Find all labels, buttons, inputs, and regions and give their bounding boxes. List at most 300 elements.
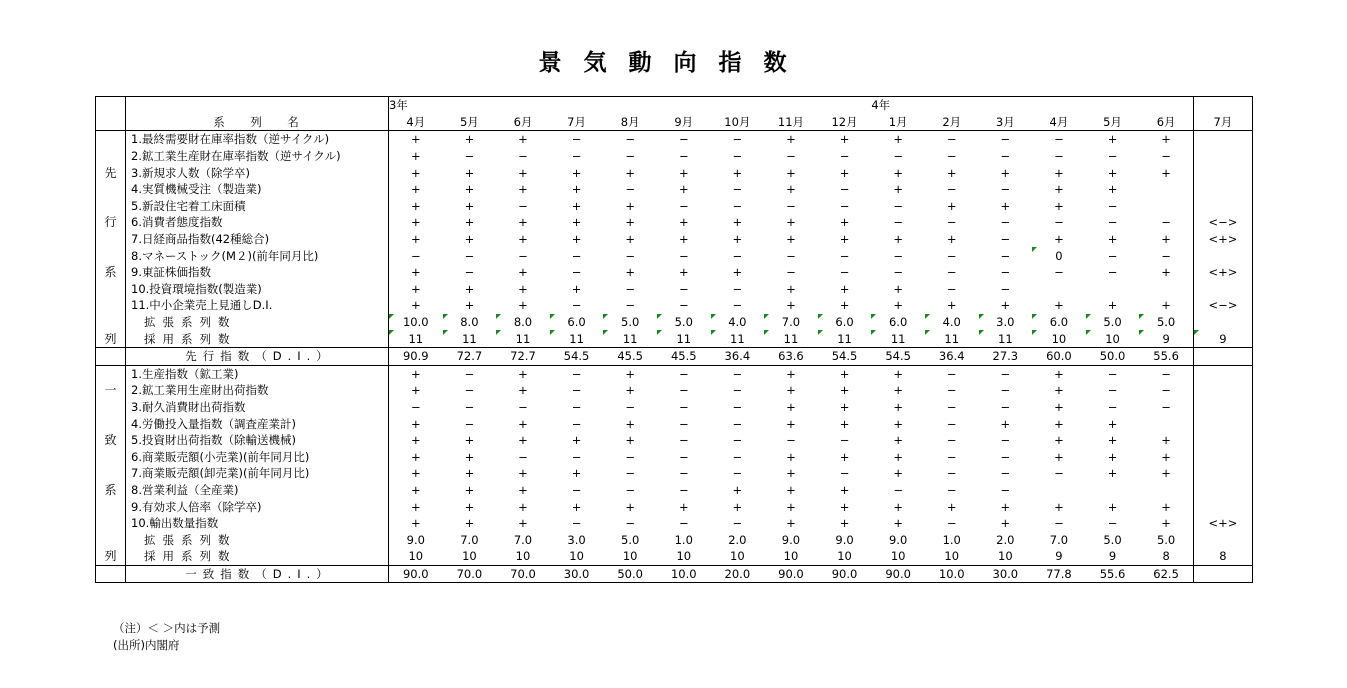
indicator-cell: + — [1054, 182, 1064, 197]
indicator-cell: + — [839, 499, 850, 514]
indicator-cell: + — [786, 132, 796, 147]
indicator-cell: − — [1000, 149, 1011, 164]
series-name: 11.中小企業売上見通しD.I. — [126, 297, 389, 314]
indicator-cell: − — [1161, 215, 1171, 230]
indicator-cell: − — [571, 449, 582, 464]
group-header-cell — [96, 114, 126, 131]
table-row — [96, 382, 1253, 399]
indicator-cell: + — [410, 165, 421, 180]
indicator-cell: − — [1000, 383, 1011, 398]
expand-value: 9.0 — [781, 532, 801, 547]
indicator-cell: − — [1054, 132, 1064, 147]
di-value: 90.9 — [389, 347, 443, 365]
di-value: 77.8 — [1032, 565, 1086, 583]
group-header-cell — [96, 97, 126, 114]
indicator-cell: − — [410, 399, 421, 414]
indicator-cell: + — [1054, 416, 1064, 431]
july-forecast: <−> — [1193, 214, 1252, 231]
indicator-cell: − — [571, 383, 582, 398]
indicator-cell: + — [410, 132, 421, 147]
table-row — [96, 365, 1253, 382]
footnotes — [113, 620, 220, 654]
table-row — [96, 181, 1253, 198]
indicator-cell: − — [1000, 399, 1011, 414]
indicator-cell: + — [839, 516, 850, 531]
adopt-value: 11 — [550, 330, 604, 347]
adopt-value: 10 — [730, 549, 745, 564]
indicator-cell: + — [571, 165, 582, 180]
indicator-cell: − — [732, 281, 743, 296]
series-name: 1.生産指数（鉱工業) — [126, 365, 389, 382]
table-cell — [443, 97, 497, 114]
indicator-cell: − — [946, 416, 957, 431]
indicator-cell: + — [946, 232, 957, 247]
indicator-cell: − — [571, 248, 582, 263]
indicator-cell: − — [1107, 265, 1118, 280]
indicator-cell: − — [1161, 399, 1171, 414]
indicator-cell: + — [571, 433, 582, 448]
indicator-cell: − — [946, 215, 957, 230]
indicator-cell: + — [464, 466, 475, 481]
indicator-cell: + — [1054, 383, 1064, 398]
indicator-cell: + — [786, 298, 796, 313]
di-value: 62.5 — [1139, 565, 1193, 583]
july-forecast — [1193, 181, 1252, 198]
indicator-cell: − — [893, 198, 903, 213]
group-label: 一 — [96, 382, 126, 399]
indicator-cell: + — [410, 232, 421, 247]
indicator-cell: − — [678, 383, 689, 398]
di-value: 70.0 — [496, 565, 550, 583]
july-forecast — [1193, 399, 1252, 416]
indicator-cell: + — [893, 132, 903, 147]
series-name: 9.有効求人倍率（除学卒) — [126, 498, 389, 515]
indicator-cell: − — [678, 399, 689, 414]
indicator-cell: − — [946, 366, 957, 381]
july-forecast — [1193, 131, 1252, 148]
indicator-cell: + — [786, 383, 796, 398]
indicator-cell: − — [678, 298, 689, 313]
expand-value: 1.0 — [942, 532, 961, 547]
indicator-cell: + — [518, 232, 528, 247]
indicator-cell: + — [571, 232, 582, 247]
indicator-cell: + — [946, 198, 957, 213]
table-row — [96, 465, 1253, 482]
indicator-cell: + — [1161, 516, 1171, 531]
indicator-cell: + — [893, 281, 903, 296]
di-value: 60.0 — [1032, 347, 1086, 365]
indicator-cell: + — [786, 416, 796, 431]
indicator-cell: − — [571, 416, 582, 431]
expand-value: 9.0 — [888, 532, 908, 547]
indicator-cell: + — [678, 165, 689, 180]
indicator-cell: + — [786, 399, 796, 414]
indicator-cell: − — [1000, 281, 1011, 296]
group-label — [96, 281, 126, 298]
group-label — [96, 148, 126, 165]
adopt-value: 11 — [979, 330, 1033, 347]
indicator-cell: + — [464, 433, 475, 448]
indicator-cell: − — [1161, 248, 1171, 263]
table-row — [96, 565, 1253, 583]
di-label: 先行指数（D.I.） — [126, 347, 389, 365]
indicator-cell — [1086, 482, 1140, 499]
indicator-cell: + — [893, 516, 903, 531]
indicator-cell: + — [410, 198, 421, 213]
indicator-cell: − — [410, 248, 421, 263]
expand-value: 5.0 — [1139, 314, 1193, 331]
di-value: 50.0 — [603, 565, 657, 583]
indicator-cell: + — [410, 366, 421, 381]
adopt-value: 10 — [783, 549, 799, 564]
table-cell — [764, 97, 818, 114]
series-name: 8.営業利益（全産業) — [126, 482, 389, 499]
adopt-value: 10 — [462, 549, 477, 564]
indicator-cell: + — [410, 182, 421, 197]
indicator-cell: + — [518, 265, 528, 280]
di-value: 10.0 — [925, 565, 979, 583]
indicator-cell: − — [946, 132, 957, 147]
indicator-cell: − — [518, 198, 528, 213]
table-row — [96, 415, 1253, 432]
group-label — [96, 531, 126, 548]
indicator-cell: + — [464, 499, 475, 514]
group-label — [96, 448, 126, 465]
indicator-cell: − — [946, 149, 957, 164]
indicator-cell: + — [678, 265, 689, 280]
indicator-cell: + — [839, 482, 850, 497]
indicator-cell: + — [1161, 449, 1171, 464]
adopt-value: 11 — [496, 330, 550, 347]
indicator-cell: + — [410, 433, 421, 448]
indicator-cell: − — [678, 482, 689, 497]
adopt-value: 10 — [676, 549, 692, 564]
adopt-value: 10 — [1086, 330, 1140, 347]
indicator-cell: − — [625, 248, 635, 263]
group-label — [96, 131, 126, 148]
table-row — [96, 264, 1253, 281]
indicator-cell: − — [464, 383, 475, 398]
table-cell — [1086, 97, 1140, 114]
di-value: 63.6 — [764, 347, 818, 365]
indicator-cell: + — [1000, 298, 1011, 313]
indicator-cell: + — [1161, 132, 1171, 147]
table-cell — [818, 97, 872, 114]
indicator-cell — [1032, 281, 1086, 298]
indicator-cell: + — [1054, 232, 1064, 247]
july-forecast: <+> — [1193, 515, 1252, 532]
table-row — [96, 330, 1253, 347]
table-cell — [1139, 97, 1193, 114]
july-forecast — [1193, 382, 1252, 399]
group-label — [96, 231, 126, 248]
july-forecast: <−> — [1193, 297, 1252, 314]
indicator-cell: − — [1107, 399, 1118, 414]
month-header: 4月 — [1032, 114, 1086, 131]
indicator-cell: − — [1000, 132, 1011, 147]
indicator-cell: + — [464, 298, 475, 313]
indicator-cell: + — [518, 281, 528, 296]
indicator-cell: + — [410, 265, 421, 280]
source-note: (出所)内閣府 — [113, 638, 180, 652]
july-cell — [1193, 565, 1252, 583]
indicator-cell: − — [1054, 215, 1064, 230]
table-row — [96, 214, 1253, 231]
adopt-value: 11 — [871, 330, 925, 347]
indicator-cell: − — [893, 265, 903, 280]
table-row — [96, 281, 1253, 298]
di-value: 45.5 — [657, 347, 711, 365]
indicator-cell: + — [1107, 416, 1118, 431]
group-label — [96, 515, 126, 532]
indicator-cell: − — [518, 449, 528, 464]
indicator-cell: − — [839, 248, 850, 263]
expand-value: 7.0 — [764, 314, 818, 331]
indicator-cell: + — [893, 165, 903, 180]
indicator-cell: + — [1000, 165, 1011, 180]
indicator-cell: + — [1107, 466, 1118, 481]
indicator-cell: + — [1000, 516, 1011, 531]
indicator-cell: − — [678, 433, 689, 448]
indicator-cell: + — [571, 466, 582, 481]
indicator-cell: + — [1161, 298, 1171, 313]
indicator-cell: + — [464, 516, 475, 531]
adopt-value: 11 — [764, 330, 818, 347]
july-forecast — [1193, 498, 1252, 515]
indicator-cell: − — [1054, 466, 1064, 481]
adopt-value: 11 — [711, 330, 765, 347]
indicator-cell: − — [893, 248, 903, 263]
series-name: 5.新設住宅着工床面積 — [126, 198, 389, 215]
indicator-cell: − — [732, 383, 743, 398]
indicator-cell: − — [839, 265, 850, 280]
table-row — [96, 448, 1253, 465]
di-value: 27.3 — [979, 347, 1033, 365]
expand-value: 3.0 — [567, 532, 586, 547]
indicator-cell: + — [1054, 433, 1064, 448]
indicator-cell: + — [410, 383, 421, 398]
indicator-cell: − — [625, 449, 635, 464]
indicator-cell: − — [678, 449, 689, 464]
indicator-cell: − — [946, 466, 957, 481]
di-value: 20.0 — [711, 565, 765, 583]
month-header: 1月 — [871, 114, 925, 131]
series-name: 4.労働投入量指数（調査産業計) — [126, 415, 389, 432]
july-forecast — [1193, 465, 1252, 482]
series-name: 8.マネーストック(M２)(前年同月比) — [126, 247, 389, 264]
group-label — [96, 198, 126, 215]
indicator-cell: − — [571, 298, 582, 313]
table-row — [96, 498, 1253, 515]
indicator-cell: + — [678, 215, 689, 230]
table-row — [96, 97, 1253, 114]
indicator-cell: + — [732, 215, 743, 230]
di-value: 72.7 — [496, 347, 550, 365]
indicator-cell: + — [786, 232, 796, 247]
indicator-cell: + — [410, 499, 421, 514]
month-header: 2月 — [925, 114, 979, 131]
indicator-cell: − — [732, 449, 743, 464]
table-cell — [925, 97, 979, 114]
indicator-cell: − — [786, 433, 796, 448]
indicator-cell: + — [518, 516, 528, 531]
table-row — [96, 247, 1253, 264]
table-row — [96, 314, 1253, 331]
indicator-cell: − — [732, 399, 743, 414]
month-header: 9月 — [657, 114, 711, 131]
adopt-value: 11 — [443, 330, 497, 347]
expand-value: 8.0 — [443, 314, 497, 331]
july-forecast: <+> — [1193, 231, 1252, 248]
di-value: 70.0 — [443, 565, 497, 583]
indicator-cell: + — [625, 232, 635, 247]
indicator-cell: − — [678, 248, 689, 263]
indicator-cell: + — [893, 499, 903, 514]
indicator-cell: + — [1161, 265, 1171, 280]
indicator-cell: − — [625, 399, 635, 414]
indicator-cell: − — [732, 248, 743, 263]
di-value: 10.0 — [657, 565, 711, 583]
july-cell — [1193, 347, 1252, 365]
year-label: 3年 — [389, 97, 443, 114]
july-cell — [1193, 531, 1252, 548]
series-name: 10.投資環境指数(製造業) — [126, 281, 389, 298]
indicator-cell: − — [1161, 383, 1171, 398]
indicator-cell: − — [839, 433, 850, 448]
indicator-cell: − — [1107, 516, 1118, 531]
indicator-cell: − — [1000, 182, 1011, 197]
adopt-value: 10 — [1032, 330, 1086, 347]
indicator-cell: + — [1054, 366, 1064, 381]
indicator-cell: + — [946, 499, 957, 514]
expand-value: 6.0 — [871, 314, 925, 331]
indicator-cell: − — [946, 383, 957, 398]
indicator-cell: − — [518, 149, 528, 164]
indicator-cell: + — [678, 232, 689, 247]
indicator-cell: + — [678, 499, 689, 514]
indicator-cell: + — [946, 298, 957, 313]
group-label — [96, 565, 126, 583]
expand-value: 1.0 — [674, 532, 693, 547]
adopt-value: 8 — [1162, 549, 1170, 564]
indicator-cell: − — [1161, 149, 1171, 164]
indicator-cell — [1139, 198, 1193, 215]
table-row — [96, 198, 1253, 215]
indicator-cell — [1139, 181, 1193, 198]
table-cell — [550, 97, 604, 114]
indicator-cell: + — [732, 499, 743, 514]
adopt-value: 11 — [818, 330, 872, 347]
series-name: 5.投資財出荷指数（除輸送機械) — [126, 432, 389, 449]
indicator-cell: + — [893, 182, 903, 197]
expand-value: 2.0 — [996, 532, 1015, 547]
indicator-cell: + — [571, 182, 582, 197]
indicator-cell: + — [464, 182, 475, 197]
indicator-cell: + — [410, 449, 421, 464]
july-header: 7月 — [1193, 114, 1252, 131]
indicator-cell: − — [571, 149, 582, 164]
indicator-cell: + — [1107, 132, 1118, 147]
adopt-value: 9 — [1055, 549, 1063, 564]
di-value: 54.5 — [550, 347, 604, 365]
indicator-cell: − — [1107, 149, 1118, 164]
indicator-cell: + — [1054, 399, 1064, 414]
indicator-cell: + — [1107, 165, 1118, 180]
series-name: 9.東証株価指数 — [126, 264, 389, 281]
indicator-cell: − — [571, 132, 582, 147]
indicator-cell: − — [571, 482, 582, 497]
indicator-cell: + — [786, 499, 796, 514]
indicator-cell — [1139, 482, 1193, 499]
indicator-cell: + — [732, 165, 743, 180]
indicator-cell: + — [518, 298, 528, 313]
indicator-cell: − — [732, 298, 743, 313]
indicator-cell: + — [625, 416, 635, 431]
indicator-cell: − — [464, 399, 475, 414]
expand-value: 5.0 — [1156, 532, 1176, 547]
indicator-cell: + — [893, 383, 903, 398]
indicator-cell: − — [786, 265, 796, 280]
indicator-cell: + — [464, 215, 475, 230]
indicator-cell: + — [839, 383, 850, 398]
expand-value: 4.0 — [711, 314, 765, 331]
indicator-cell: + — [786, 516, 796, 531]
table-cell — [979, 97, 1033, 114]
indicator-cell: + — [1161, 433, 1171, 448]
indicator-cell: + — [893, 416, 903, 431]
adopt-value: 9 — [1108, 549, 1117, 564]
expand-value: 6.0 — [818, 314, 872, 331]
expand-value: 5.0 — [657, 314, 711, 331]
indicator-cell: + — [410, 298, 421, 313]
expand-value: 8.0 — [496, 314, 550, 331]
expand-value: 3.0 — [979, 314, 1033, 331]
indicator-cell: + — [464, 449, 475, 464]
table-row — [96, 482, 1253, 499]
indicator-cell: + — [518, 383, 528, 398]
indicator-cell: + — [1107, 499, 1118, 514]
indicator-cell: − — [1054, 265, 1064, 280]
indicator-cell: − — [946, 482, 957, 497]
indicator-cell: − — [893, 149, 903, 164]
month-header: 5月 — [443, 114, 497, 131]
month-header: 8月 — [603, 114, 657, 131]
adopt-value: 10 — [569, 549, 584, 564]
indicator-cell: + — [893, 399, 903, 414]
indicator-cell: + — [786, 281, 796, 296]
indicator-cell: + — [625, 198, 635, 213]
indicator-cell: − — [464, 149, 475, 164]
expand-value: 10.0 — [389, 314, 443, 331]
indicator-cell: + — [893, 232, 903, 247]
indicator-cell: − — [1000, 232, 1011, 247]
di-value: 50.0 — [1086, 347, 1140, 365]
group-label: 致 — [96, 432, 126, 449]
indicator-cell: + — [571, 198, 582, 213]
indicator-cell: + — [464, 281, 475, 296]
expand-value: 9.0 — [835, 532, 854, 547]
series-name-header: 系 列 名 — [126, 114, 389, 131]
july-forecast — [1193, 164, 1252, 181]
indicator-cell: − — [1000, 215, 1011, 230]
indicator-cell: + — [518, 466, 528, 481]
indicator-cell: + — [625, 215, 635, 230]
indicator-cell: + — [786, 366, 796, 381]
series-name: 2.鉱工業用生産財出荷指数 — [126, 382, 389, 399]
indicator-cell: − — [464, 366, 475, 381]
indicator-cell: − — [571, 516, 582, 531]
indicator-cell: − — [732, 132, 743, 147]
